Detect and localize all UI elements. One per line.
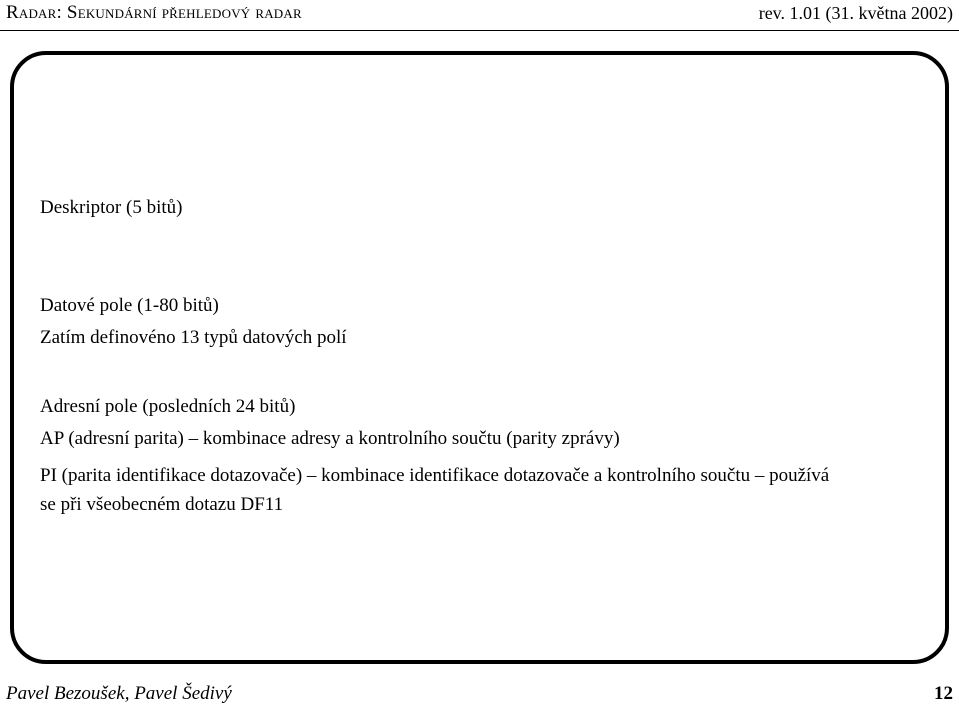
slide-frame [10,51,949,664]
footer-authors: Pavel Bezoušek, Pavel Šedivý [6,683,232,704]
page-number: 12 [934,683,953,704]
pi-text-line2: se při všeobecném dotazu DF11 [40,494,284,515]
header-title: Radar: Sekundární přehledový radar [6,2,302,23]
header-revision: rev. 1.01 (31. května 2002) [758,3,953,23]
header-divider [0,30,959,31]
data-field-heading: Datové pole (1-80 bitů) [40,295,219,316]
data-field-text: Zatím definovéno 13 typů datových polí [40,327,347,348]
ap-text: AP (adresní parita) – kombinace adresy a kontrolního součtu (parity zprávy) [40,428,620,449]
descriptor-heading: Deskriptor (5 bitů) [40,197,183,218]
address-field-heading: Adresní pole (posledních 24 bitů) [40,396,296,417]
pi-text-line1: PI (parita identifikace dotazovače) – kombinace identifikace dotazovače a kontrolního součtu – používá [40,465,830,486]
